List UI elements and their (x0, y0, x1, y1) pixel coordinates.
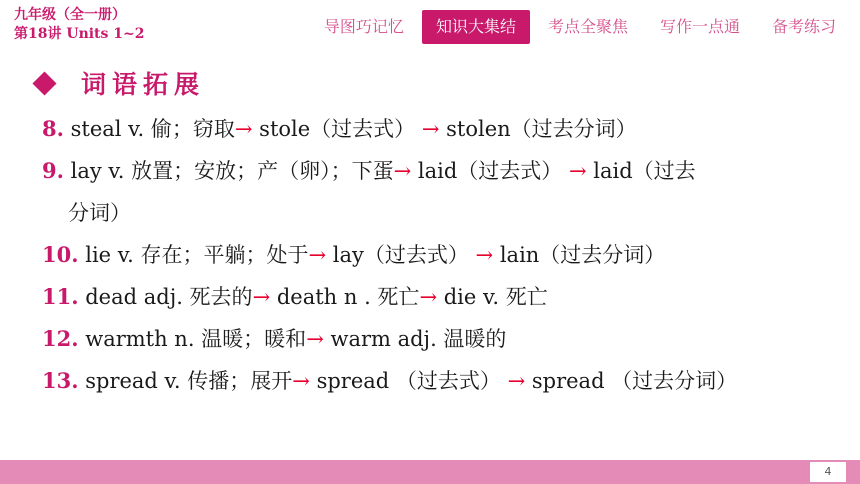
arrow-icon: → (475, 243, 494, 267)
item-number: 12. (42, 326, 79, 351)
item-definition: lay v. 放置；安放；产（卵）；下蛋 (63, 159, 394, 183)
item-past-participle: lain（过去分词） (493, 243, 666, 267)
section-header (30, 66, 205, 100)
nav-tabs (306, 10, 850, 44)
arrow-icon: → (393, 159, 412, 183)
arrow-icon: → (308, 243, 327, 267)
page-number: 4 (810, 462, 846, 482)
vocab-item-10 (42, 234, 842, 276)
arrow-icon: → (292, 369, 310, 393)
item-past-tense: stole（过去式） (252, 117, 422, 141)
item-definition: steal v. 偷；窃取 (63, 117, 235, 141)
vocab-item-13 (42, 360, 842, 402)
arrow-icon: → (234, 117, 253, 141)
vocab-item-12 (42, 318, 842, 360)
item-definition: lie v. 存在；平躺；处于 (78, 243, 309, 267)
top-bar (0, 0, 860, 50)
course-lesson: 第18讲 Units 1~2 (14, 26, 145, 42)
item-definition: spread v. 传播；展开 (78, 369, 293, 393)
item-past-tense: lay（过去式） (326, 243, 476, 267)
vocab-item-8 (42, 108, 842, 150)
arrow-icon: → (419, 285, 438, 309)
item-number: 13. (42, 368, 79, 393)
diamond-icon (32, 71, 56, 95)
item-definition: warmth n. 温暖；暖和 (78, 327, 307, 351)
item-verb-form: die v. 死亡 (437, 285, 548, 309)
vocab-item-9 (42, 150, 842, 192)
item-past-participle: laid（过去 (586, 159, 696, 183)
vocab-list (42, 108, 842, 402)
course-grade: 九年级（全一册） (14, 7, 126, 23)
item-continuation: 分词） (68, 201, 131, 225)
course-title (14, 6, 145, 44)
item-number: 9. (42, 158, 64, 183)
arrow-icon: → (306, 327, 324, 351)
item-definition: dead adj. 死去的 (78, 285, 253, 309)
item-past-tense: spread （过去式） (309, 369, 508, 393)
item-past-participle: stolen（过去分词） (439, 117, 637, 141)
footer-bar (0, 460, 860, 484)
arrow-icon: → (421, 117, 440, 141)
tab-writing[interactable]: 写作一点通 (659, 17, 740, 36)
item-past-participle: spread （过去分词） (525, 369, 738, 393)
tab-practice[interactable]: 备考练习 (771, 17, 836, 36)
item-adjective-form: warm adj. 温暖的 (323, 327, 507, 351)
arrow-icon: → (507, 369, 526, 393)
arrow-icon: → (252, 285, 271, 309)
tab-exam-points[interactable]: 考点全聚焦 (547, 17, 628, 36)
vocab-item-9-continued (42, 192, 842, 234)
tab-knowledge[interactable]: 知识大集结 (422, 10, 530, 44)
arrow-icon: → (568, 159, 587, 183)
tab-mindmap[interactable]: 导图巧记忆 (323, 17, 404, 36)
section-title: 词语拓展 (81, 70, 206, 99)
item-number: 8. (42, 116, 64, 141)
item-number: 10. (42, 242, 79, 267)
item-noun-form: death n . 死亡 (270, 285, 420, 309)
item-past-tense: laid（过去式） (411, 159, 569, 183)
vocab-item-11 (42, 276, 842, 318)
item-number: 11. (42, 284, 79, 309)
